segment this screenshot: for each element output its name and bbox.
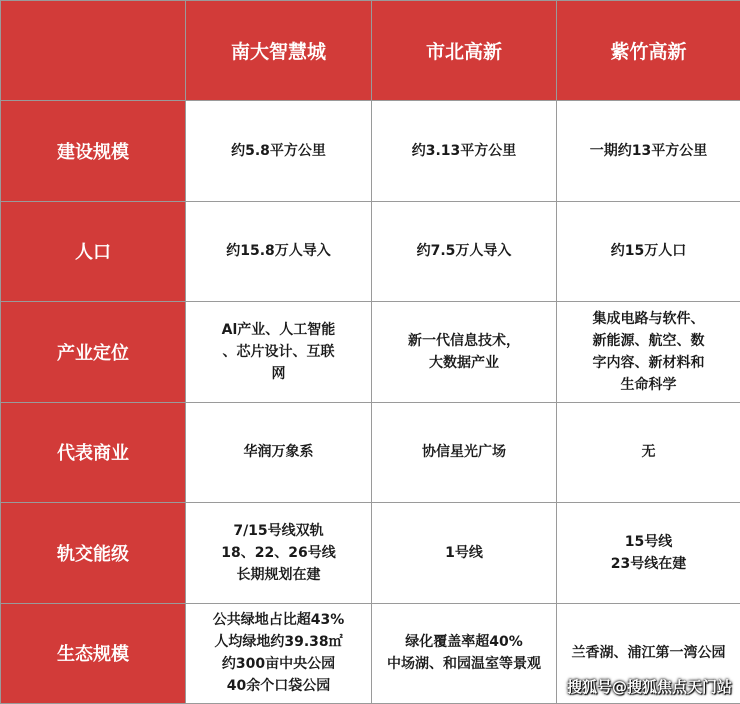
table-cell-nanda: [186, 402, 372, 503]
table-cell-nanda: [186, 101, 372, 202]
table-cell-shibei: [372, 302, 557, 403]
header-row: [1, 1, 740, 101]
cell-text-line: 约15万人口: [563, 240, 734, 262]
cell-text-line: 人均绿地约39.38㎡: [192, 631, 365, 653]
cell-text-line: 约5.8平方公里: [192, 140, 365, 162]
table-row: [1, 201, 740, 302]
row-label: 生态规模: [1, 603, 186, 704]
cell-text-line: 1号线: [378, 542, 550, 564]
cell-text-line: 协信星光广场: [378, 441, 550, 463]
column-header-nanda: 南大智慧城: [186, 1, 372, 101]
cell-text-line: 绿化覆盖率超40%: [378, 631, 550, 653]
table-cell-shibei: [372, 201, 557, 302]
cell-text-line: 中场湖、和园温室等景观: [378, 653, 550, 675]
cell-text-line: 集成电路与软件、: [563, 308, 734, 330]
table-cell-zizhu: [557, 101, 740, 202]
table-row: [1, 302, 740, 403]
row-label: 建设规模: [1, 101, 186, 202]
table-cell-shibei: [372, 101, 557, 202]
table-body: [1, 101, 740, 704]
column-header-shibei: 市北高新: [372, 1, 557, 101]
table-cell-nanda: [186, 201, 372, 302]
row-label: 代表商业: [1, 402, 186, 503]
cell-text-line: 约15.8万人导入: [192, 240, 365, 262]
watermark: 搜狐号@搜狐焦点天门站: [567, 676, 732, 697]
table-cell-nanda: [186, 302, 372, 403]
cell-text-line: 7/15号线双轨: [192, 520, 365, 542]
column-header-zizhu: 紫竹高新: [557, 1, 740, 101]
row-label: 轨交能级: [1, 503, 186, 604]
cell-text-line: 约300亩中央公园: [192, 653, 365, 675]
cell-text-line: 长期规划在建: [192, 564, 365, 586]
table-cell-shibei: [372, 402, 557, 503]
cell-text-line: 无: [563, 441, 734, 463]
cell-text-line: 约7.5万人导入: [378, 240, 550, 262]
cell-text-line: 、芯片设计、互联: [192, 341, 365, 363]
cell-text-line: 华润万象系: [192, 441, 365, 463]
cell-text-line: 生命科学: [563, 374, 734, 396]
table-cell-zizhu: [557, 503, 740, 604]
cell-text-line: 15号线: [563, 531, 734, 553]
cell-text-line: 公共绿地占比超43%: [192, 609, 365, 631]
cell-text-line: 40余个口袋公园: [192, 675, 365, 697]
cell-text-line: 约3.13平方公里: [378, 140, 550, 162]
cell-text-line: 兰香湖、浦江第一湾公园: [563, 642, 734, 664]
cell-text-line: 23号线在建: [563, 553, 734, 575]
table-row: [1, 101, 740, 202]
row-label: 产业定位: [1, 302, 186, 403]
table-cell-shibei: [372, 603, 557, 704]
corner-cell: [1, 1, 186, 101]
cell-text-line: 新能源、航空、数: [563, 330, 734, 352]
cell-text-line: 18、22、26号线: [192, 542, 365, 564]
table-cell-zizhu: [557, 402, 740, 503]
cell-text-line: 一期约13平方公里: [563, 140, 734, 162]
table-row: [1, 503, 740, 604]
cell-text-line: 新一代信息技术，: [378, 330, 550, 352]
table-cell-zizhu: [557, 302, 740, 403]
cell-text-line: Al产业、人工智能: [192, 319, 365, 341]
cell-text-line: 字内容、新材料和: [563, 352, 734, 374]
cell-text-line: 网: [192, 363, 365, 385]
table-cell-zizhu: [557, 201, 740, 302]
table-cell-nanda: [186, 603, 372, 704]
row-label: 人口: [1, 201, 186, 302]
table-cell-shibei: [372, 503, 557, 604]
table-row: [1, 402, 740, 503]
cell-text-line: 大数据产业: [378, 352, 550, 374]
table-cell-nanda: [186, 503, 372, 604]
